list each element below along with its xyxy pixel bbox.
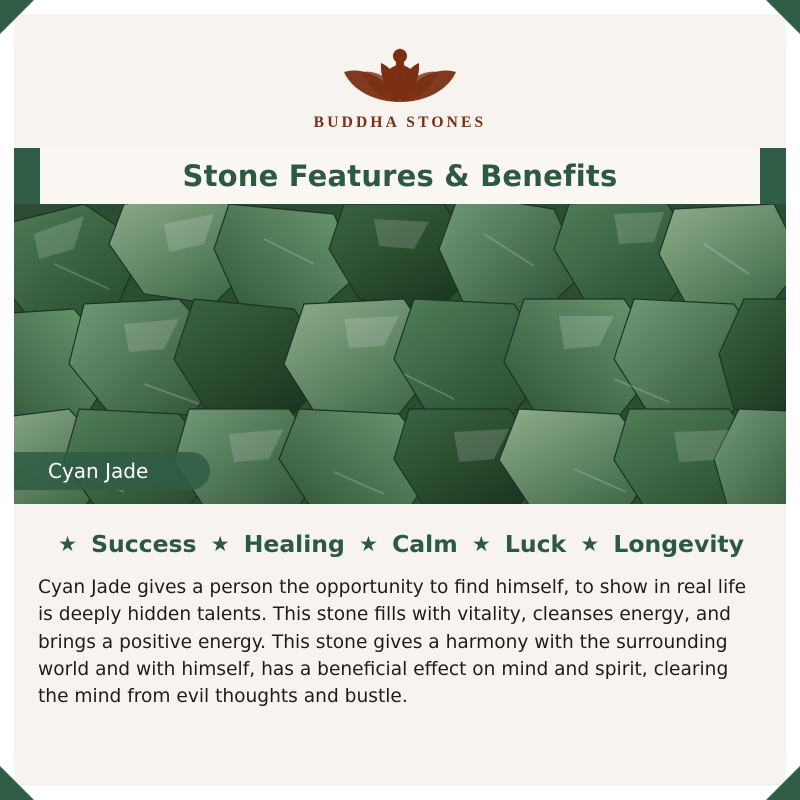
cyan-jade-tumbled-stones-photo xyxy=(14,204,786,504)
brand-name: BUDDHA STONES xyxy=(313,114,487,131)
corner-decoration-bottom-right xyxy=(766,766,800,800)
star-icon: ★ xyxy=(58,532,77,556)
corner-decoration-bottom-left xyxy=(0,766,34,800)
corner-decoration-top-right xyxy=(766,0,800,34)
benefit-item-healing: Healing xyxy=(243,530,345,558)
benefit-item-luck: Luck xyxy=(504,530,567,558)
benefit-item-longevity: Longevity xyxy=(613,530,744,558)
brand-header xyxy=(14,14,786,148)
page-title: Stone Features & Benefits xyxy=(182,159,618,193)
lotus-meditation-figure-icon xyxy=(334,32,466,112)
stone-name-label: Cyan Jade xyxy=(14,452,210,490)
star-icon: ★ xyxy=(359,532,378,556)
content-card xyxy=(14,14,786,786)
star-icon: ★ xyxy=(210,532,230,556)
title-banner xyxy=(14,148,786,204)
corner-decoration-top-left xyxy=(0,0,34,34)
benefit-item-success: Success xyxy=(91,530,197,558)
benefit-item-calm: Calm xyxy=(392,530,458,558)
star-icon: ★ xyxy=(580,532,600,556)
star-icon: ★ xyxy=(471,532,491,556)
description-text: Cyan Jade gives a person the opportunity to find himself, to show in real life is deeply hidden talents. This stone fills with vitality, cleanses energy, and brings a positive energy. This stone gives a harmony with the surrounding world and with himself, has a beneficial effect on mind and spirit, clearing the mind from evil thoughts and bustle. xyxy=(38,577,747,708)
benefits-list xyxy=(14,530,786,558)
